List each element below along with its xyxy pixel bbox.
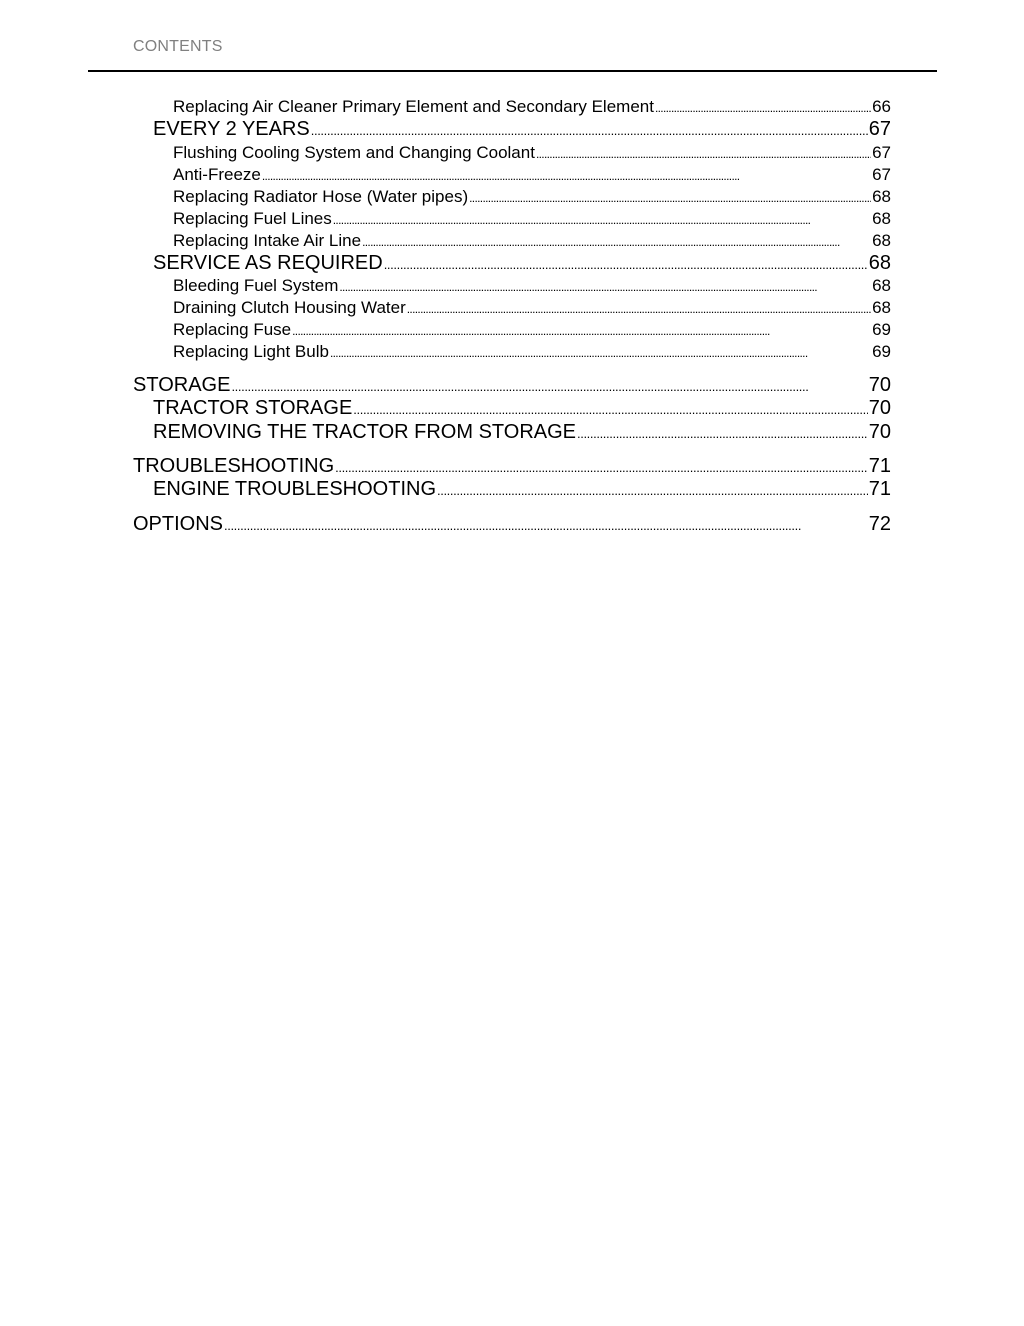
dot-leader	[655, 96, 871, 118]
toc-entry-page: 71	[868, 478, 891, 500]
toc-entry-title: TROUBLESHOOTING	[133, 455, 335, 477]
toc-entry-title: TRACTOR STORAGE	[153, 397, 353, 419]
toc-entry-page: 68	[872, 186, 891, 206]
toc-entry-title: Draining Clutch Housing Water	[173, 298, 406, 317]
toc-entry[interactable]	[133, 230, 891, 252]
toc-entry[interactable]	[133, 96, 891, 118]
toc-entry-title: Replacing Fuel Lines	[173, 208, 332, 228]
toc-entry[interactable]	[133, 142, 891, 164]
toc-entry-title: SERVICE AS REQUIRED	[153, 251, 383, 274]
toc-entry-page: 67	[872, 142, 891, 162]
dot-leader	[384, 252, 868, 276]
toc-entry[interactable]	[133, 297, 891, 319]
dot-leader	[335, 454, 868, 478]
dot-leader	[330, 341, 871, 363]
toc-entry[interactable]	[133, 275, 891, 297]
dot-leader	[224, 512, 868, 536]
toc-entry-page: 70	[868, 397, 891, 419]
table-of-contents	[133, 96, 891, 536]
toc-entry-page: 70	[868, 374, 891, 396]
toc-entry[interactable]	[133, 512, 891, 536]
dot-leader	[339, 275, 871, 297]
toc-entry-title: Replacing Air Cleaner Primary Element and Secondary Element	[173, 97, 654, 116]
toc-entry-title: Replacing Radiator Hose (Water pipes)	[173, 186, 469, 206]
toc-entry-page: 67	[872, 164, 891, 184]
dot-leader	[292, 319, 871, 341]
toc-entry-title: Replacing Intake Air Line	[173, 230, 362, 250]
toc-entry[interactable]	[133, 118, 891, 142]
dot-leader	[262, 164, 871, 186]
toc-entry[interactable]	[133, 454, 891, 478]
dot-leader	[353, 397, 867, 421]
dot-leader	[536, 142, 871, 164]
toc-entry-page: 68	[872, 208, 891, 228]
toc-entry-page: 69	[872, 342, 891, 361]
toc-entry-title: Bleeding Fuel System	[173, 276, 339, 295]
toc-entry-title: Replacing Light Bulb	[173, 342, 329, 361]
toc-entry-title: OPTIONS	[133, 512, 224, 535]
toc-entry-page: 70	[868, 420, 891, 443]
toc-entry[interactable]	[133, 373, 891, 397]
toc-entry-title: REMOVING THE TRACTOR FROM STORAGE	[153, 420, 577, 443]
toc-entry[interactable]	[133, 186, 891, 208]
toc-entry[interactable]	[133, 208, 891, 230]
dot-leader	[333, 208, 871, 230]
toc-entry-page: 66	[872, 97, 891, 116]
toc-entry[interactable]	[133, 478, 891, 502]
toc-entry[interactable]	[133, 421, 891, 445]
toc-entry[interactable]	[133, 397, 891, 421]
dot-leader	[469, 186, 871, 208]
toc-entry-page: 67	[868, 118, 891, 140]
toc-entry[interactable]	[133, 341, 891, 363]
toc-entry-title: STORAGE	[133, 374, 231, 396]
toc-entry-title: EVERY 2 YEARS	[153, 118, 310, 140]
toc-entry-title: Anti-Freeze	[173, 164, 261, 184]
toc-entry-page: 68	[868, 251, 891, 274]
dot-leader	[231, 373, 867, 397]
running-header: CONTENTS	[133, 38, 223, 55]
toc-entry-page: 68	[872, 276, 891, 295]
toc-entry-page: 68	[872, 298, 891, 317]
dot-leader	[311, 118, 868, 142]
dot-leader	[437, 478, 868, 502]
dot-leader	[577, 421, 868, 445]
toc-entry[interactable]	[133, 252, 891, 276]
toc-entry-title: Flushing Cooling System and Changing Coolant	[173, 142, 535, 162]
toc-entry-page: 69	[872, 320, 891, 339]
dot-leader	[362, 230, 871, 252]
toc-entry-title: ENGINE TROUBLESHOOTING	[153, 478, 437, 500]
dot-leader	[407, 297, 871, 319]
toc-entry[interactable]	[133, 319, 891, 341]
toc-entry[interactable]	[133, 164, 891, 186]
toc-entry-page: 68	[872, 230, 891, 250]
toc-entry-page: 72	[868, 512, 891, 535]
toc-entry-page: 71	[868, 455, 891, 477]
header-rule	[88, 70, 937, 72]
toc-entry-title: Replacing Fuse	[173, 320, 292, 339]
